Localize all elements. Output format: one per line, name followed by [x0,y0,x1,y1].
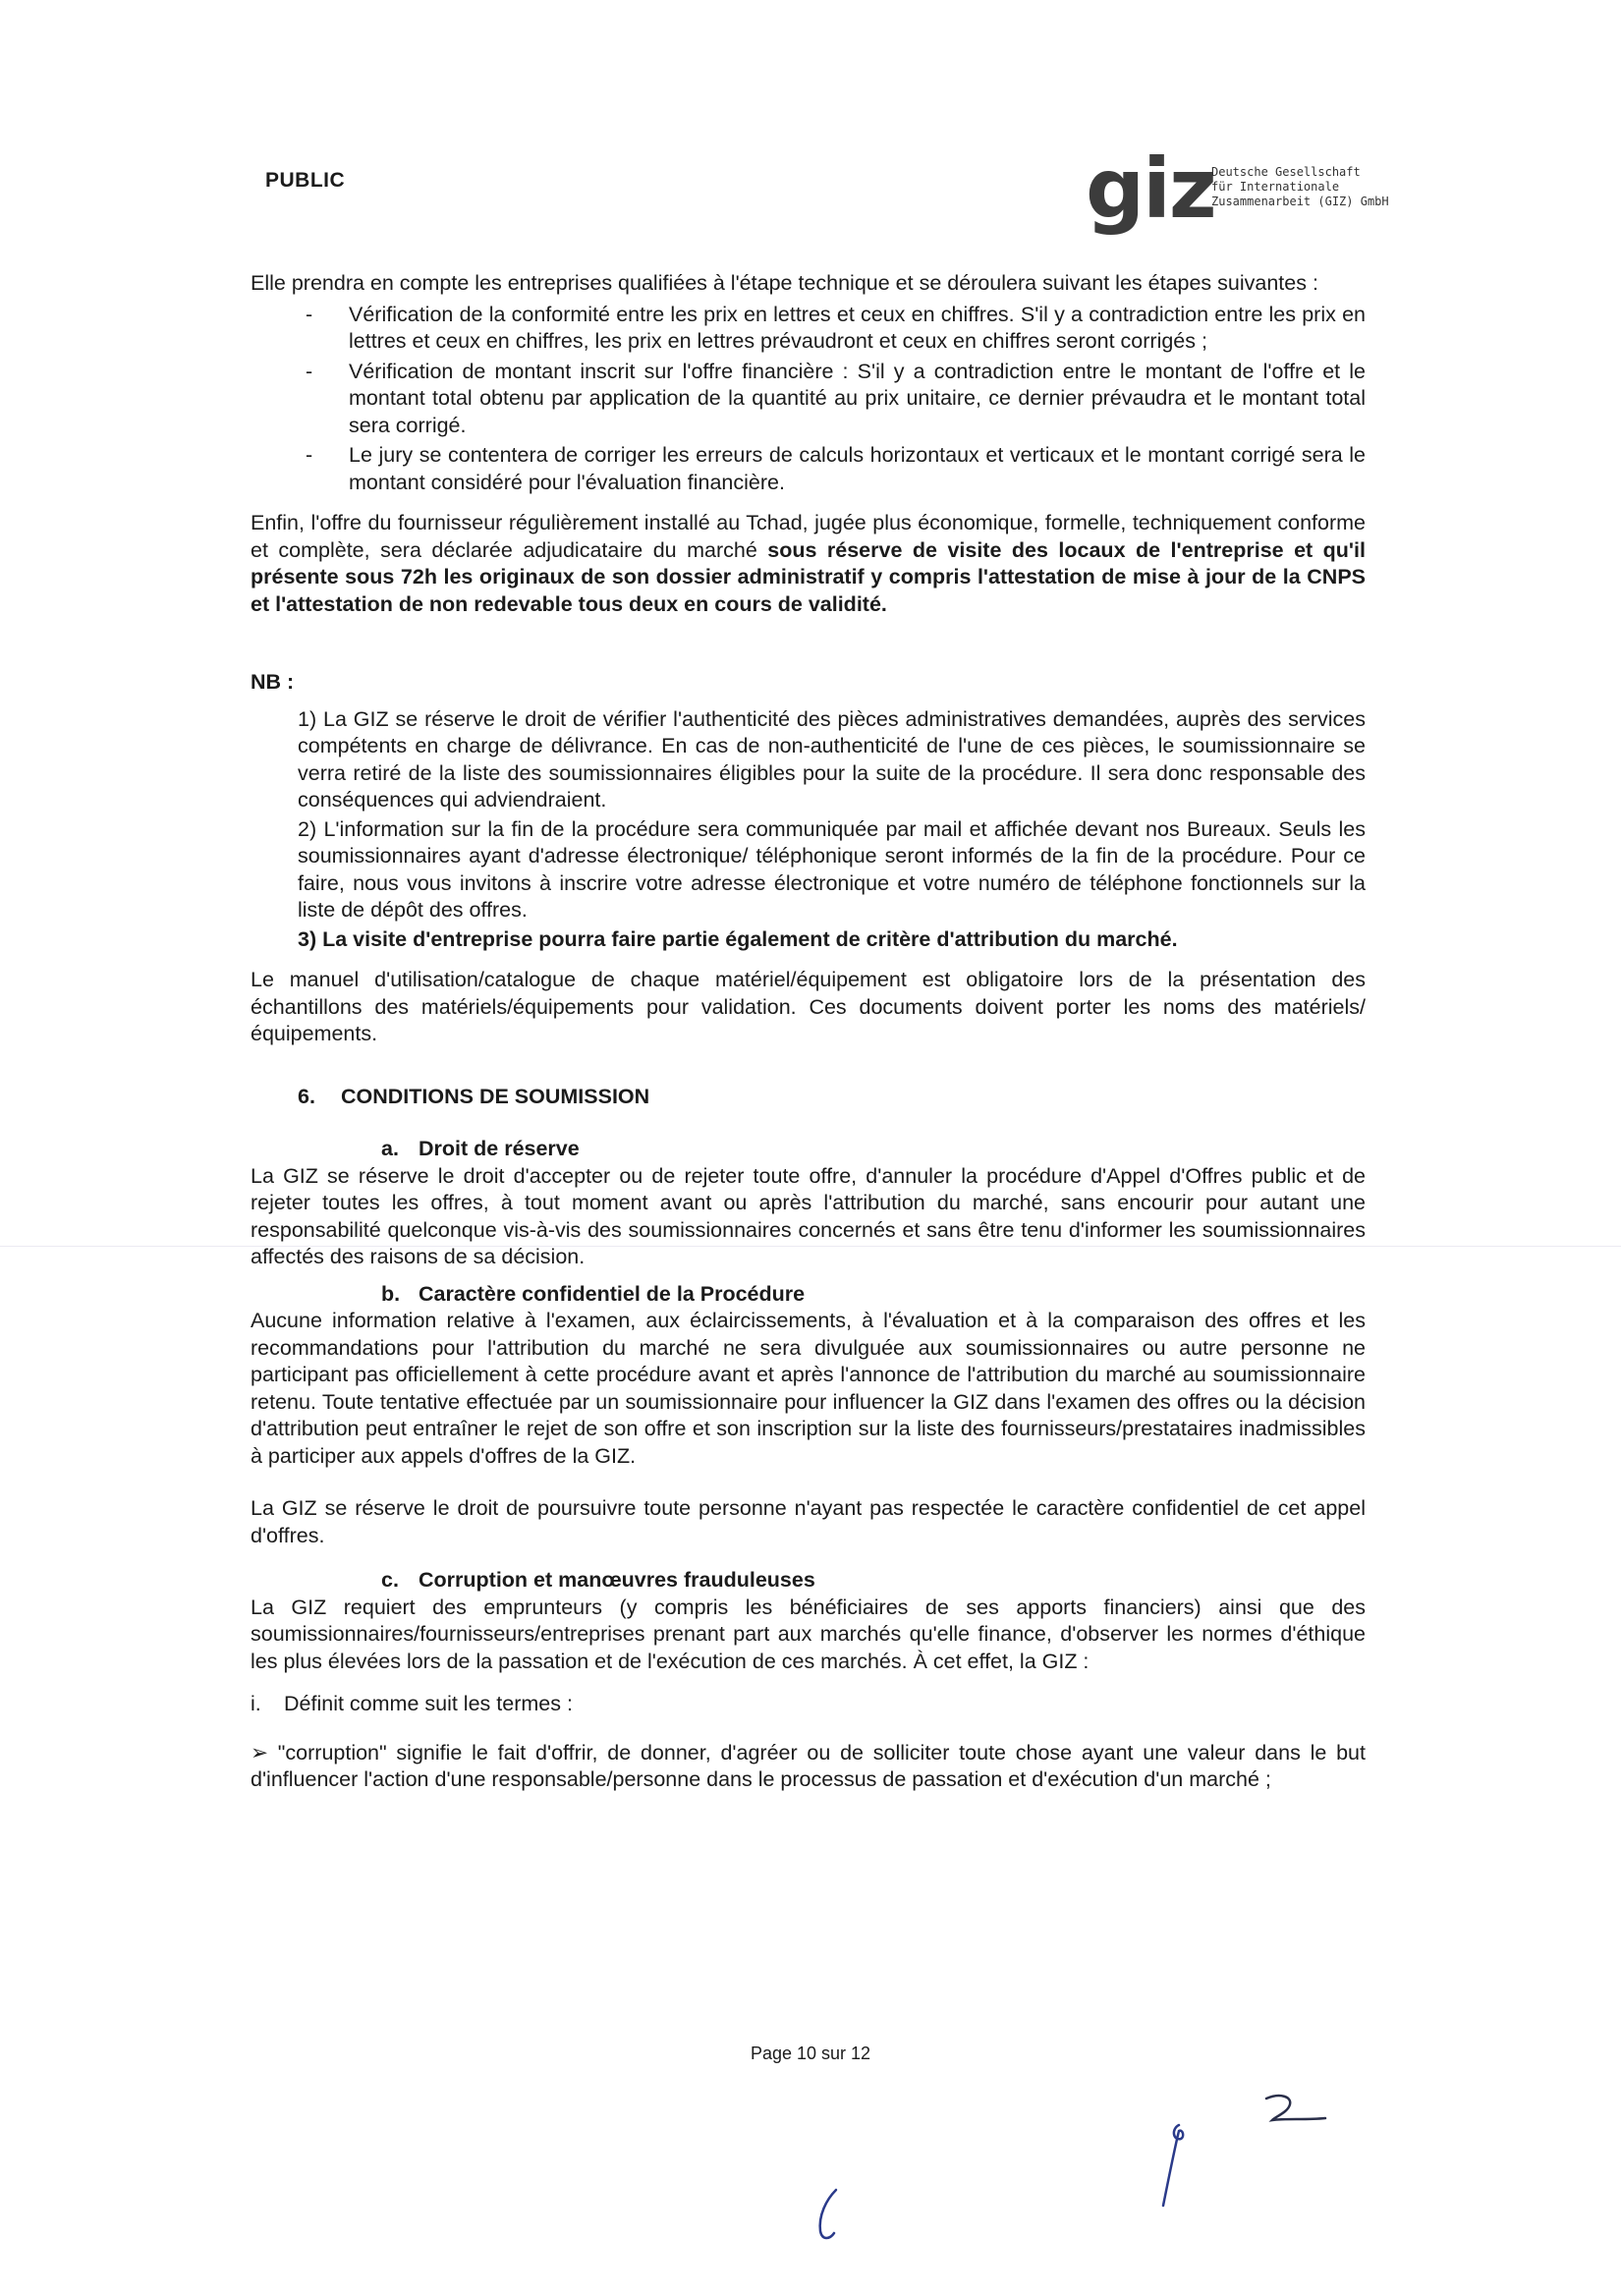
definition-item [251,1740,1366,1794]
step-text: Vérification de la conformité entre les prix en lettres et ceux en chiffres. S'il y a contradiction entre les prix en lettres et ceux en chiffres, les prix en lettres prévaudront et ceux en chiffres seront corrigés ; [349,302,1366,353]
definition-text: "corruption" signifie le fait d'offrir, de donner, d'agréer ou de solliciter toute chose ayant une valeur dans le but d'influencer l'action d'une responsable/personne dans le processus de passation et d'exécution d'un marché ; [251,1740,1366,1791]
subsection-heading [381,1567,1366,1595]
handwritten-initial-mark [1262,2091,1331,2130]
evaluation-intro: Elle prendra en compte les entreprises qualifiées à l'étape technique et se déroulera suivant les étapes suivantes : [251,271,1318,295]
subsection-title: Caractère confidentiel de la Procédure [419,1281,806,1306]
list-item [251,302,1366,356]
giz-logo-line: für Internationale [1211,180,1340,194]
arrow-bullet-icon: ➢ [251,1740,269,1764]
evaluation-steps-list [251,302,1366,497]
subsection-title: Droit de réserve [419,1137,580,1160]
roman-text: Définit comme suit les termes : [284,1692,573,1715]
subsection-number: c. [381,1568,399,1592]
award-condition-bold: sous réserve de visite des locaux de l'entreprise et qu'il présente sous 72h les originaux de son dossier administratif y compris l'attestation de mise à jour de la CNPS et l'attestation de non redevable tous deux en cours de validité. [251,537,1366,616]
reserve-paragraph: La GIZ se réserve le droit d'accepter ou de rejeter toute offre, d'annuler la procédure d'Appel d'Offres public et de rejeter toutes les offres, à tout moment avant ou après l'attribution du marché, sans encourir pour autant une responsabilité quelconque vis-à-vis des soumissionnaires concernés et sans être tenu d'informer les soumissionnaires affectés des raisons de sa décision. [251,1163,1366,1268]
list-item [251,442,1366,496]
section-title: CONDITIONS DE SOUMISSION [341,1084,650,1108]
subsection-title: Corruption et manœuvres frauduleuses [419,1568,815,1592]
nb-item: 2) L'information sur la fin de la procédure sera communiquée par mail et affichée devant nos Bureaux. Seuls les soumissionnaires ayant d'adresse électronique/ téléphonique seront informés de la fin de la procédure. Pour ce faire, nous vous invitons à inscrire votre adresse électronique et votre numéro de téléphone fonctionnels sur la liste de dépôt des offres. [298,816,1366,922]
section-number: 6. [298,1084,315,1108]
nb-item-bold: 3) La visite d'entreprise pourra faire partie également de critère d'attribution du marché. [298,926,1178,951]
section-heading [298,1084,1366,1111]
giz-logo-line: Deutsche Gesellschaft [1211,165,1361,179]
subsection-heading [381,1281,1366,1309]
subsection-heading [381,1136,1366,1163]
nb-item: 1) La GIZ se réserve le droit de vérifier l'authenticité des pièces administratives demandées, auprès des services compétents en charge de délivrance. En cas de non-authenticité de l'une de ces pièces, le soumissionnaire se verra retiré de la liste des soumissionnaires éligibles pour la suite de la procédure. Il sera donc responsable des conséquences qui adviendraient. [298,706,1366,812]
page-number: Page 10 sur 12 [750,2044,871,2063]
nb-title: NB : [251,670,295,694]
step-text: Le jury se contentera de corriger les erreurs de calculs horizontaux et verticaux et le montant corrigé sera le montant considéré pour l'évaluation financière. [349,443,1366,494]
award-paragraph [251,510,1366,618]
award-text: Enfin, l'offre du fournisseur régulièrement installé au Tchad, jugée plus économique, formelle, techniquement conforme et complète, sera déclarée adjudicataire du marché [251,511,1366,562]
roman-number: i. [251,1692,261,1715]
manual-paragraph: Le manuel d'utilisation/catalogue de chaque matériel/équipement est obligatoire lors de la présentation des échantillons des matériels/équipements pour validation. Ces documents doivent porter les noms des matériels/équipements. [251,968,1366,1045]
dash-marker: - [306,359,313,383]
corruption-paragraph: La GIZ requiert des emprunteurs (y compris les bénéficiaires de ses apports financiers) ainsi que des soumissionnaires/fournisseurs/entreprises prenant part aux marchés qu'elle finance, d'observer les normes d'éthique les plus élevées lors de la passation et de l'exécution de ces marchés. À cet effet, la GIZ : [251,1595,1366,1673]
document-body [251,270,1366,1794]
confidential-paragraph: Aucune information relative à l'examen, aux éclaircissements, à l'évaluation et à la comparaison des offres et les recommandations pour l'attribution du marché ne sera divulguée aux soumissionnaires ou autre personne ne participant pas officiellement à cette procédure avant et après l'annonce de l'attribution du marché au soumissionnaire retenu. Toute tentative effectuée par un soumissionnaire pour influencer la GIZ dans l'examen des offres ou la décision d'attribution peut entraîner le rejet de son offre et son inscription sur la liste des fournisseurs/prestataires inadmissibles à participer aux appels d'offres de la GIZ. [251,1309,1366,1468]
subsection-number: b. [381,1281,401,1306]
confidential-paragraph-2: La GIZ se réserve le droit de poursuivre toute personne n'ayant pas respectée le caractère confidentiel de cet appel d'offres. [251,1496,1366,1547]
nb-block [251,706,1366,954]
roman-item [251,1691,1366,1718]
step-text: Vérification de montant inscrit sur l'offre financière : S'il y a contradiction entre le montant de l'offre et le montant total obtenu par application de la quantité au prix unitaire, ce dernier prévaudra et le montant total sera corrigé. [349,359,1366,437]
giz-logo-word: giz [1086,140,1215,237]
handwritten-initial-mark [1149,2117,1199,2211]
giz-logo-subtitle [1211,165,1389,209]
handwritten-initial-mark [810,2186,850,2245]
dash-marker: - [306,302,313,326]
giz-logo-line: Zusammenarbeit (GIZ) GmbH [1211,195,1389,208]
list-item [251,359,1366,440]
classification-label: PUBLIC [265,169,346,192]
dash-marker: - [306,443,313,467]
subsection-number: a. [381,1137,399,1160]
